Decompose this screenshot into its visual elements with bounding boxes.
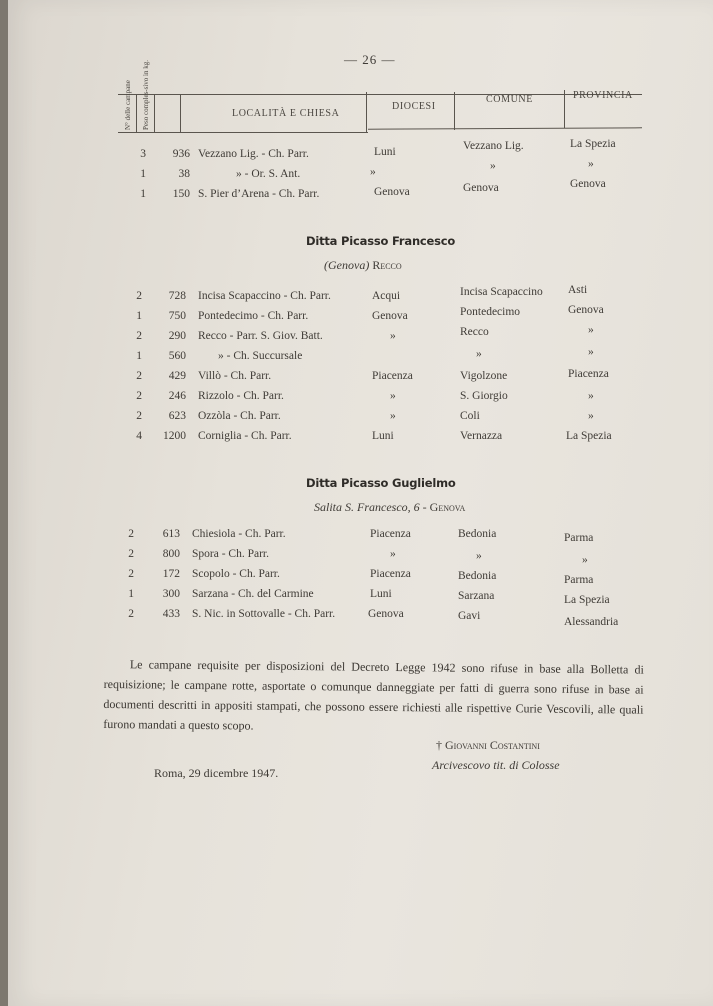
table-cell: 728 bbox=[168, 290, 186, 302]
table-cell: 2 bbox=[128, 608, 134, 620]
table-row bbox=[8, 178, 713, 208]
table-cell: » bbox=[588, 410, 594, 422]
table-row bbox=[8, 430, 713, 450]
table-cell: Scopolo - Ch. Parr. bbox=[192, 568, 280, 580]
table-cell: 1 bbox=[136, 310, 142, 322]
table-cell: Bedonia bbox=[458, 570, 497, 582]
table-cell: Asti bbox=[568, 284, 588, 296]
table-cell: 613 bbox=[162, 528, 180, 540]
cell-peso: 150 bbox=[172, 188, 190, 200]
table-cell: » - Ch. Succursale bbox=[218, 350, 303, 362]
section1-city: (Genova) bbox=[324, 258, 370, 272]
section1-location bbox=[324, 258, 402, 273]
table-cell: Pontedecimo - Ch. Parr. bbox=[198, 310, 309, 322]
table-row bbox=[8, 568, 713, 588]
table-cell: Gavi bbox=[458, 610, 481, 622]
table-cell: Sarzana - Ch. del Carmine bbox=[192, 588, 314, 600]
section2-place: Genova bbox=[429, 500, 466, 514]
table-cell: 300 bbox=[162, 588, 180, 600]
table-cell: » bbox=[476, 348, 482, 360]
page-number: — 26 — bbox=[344, 52, 396, 67]
table-cell: Ozzòla - Ch. Parr. bbox=[198, 410, 281, 422]
table-cell: Piacenza bbox=[568, 368, 609, 380]
cell-provincia: » bbox=[588, 158, 594, 170]
table-cell: 2 bbox=[128, 568, 134, 580]
table-cell: La Spezia bbox=[566, 430, 612, 442]
cell-comune: Genova bbox=[463, 182, 499, 194]
table-cell: 290 bbox=[168, 330, 186, 342]
table-cell: S. Nic. in Sottovalle - Ch. Parr. bbox=[192, 608, 336, 620]
col-header-comune: COMUNE bbox=[486, 94, 533, 105]
table-cell: » bbox=[476, 550, 482, 562]
cell-localita: » - Or. S. Ant. bbox=[236, 168, 301, 180]
table-cell: Corniglia - Ch. Parr. bbox=[198, 430, 292, 442]
table-cell: 1 bbox=[136, 350, 142, 362]
table-cell: 4 bbox=[136, 430, 142, 442]
table-cell: » bbox=[390, 390, 396, 402]
table-cell: » bbox=[588, 390, 594, 402]
table-cell: Villò - Ch. Parr. bbox=[198, 370, 272, 382]
table-cell: Genova bbox=[368, 608, 404, 620]
table-row bbox=[8, 158, 713, 188]
table-row bbox=[8, 370, 713, 390]
section2-location bbox=[314, 500, 465, 515]
table-row bbox=[8, 138, 713, 168]
table-cell: 1200 bbox=[163, 430, 186, 442]
table-cell: 560 bbox=[168, 350, 186, 362]
table-row bbox=[8, 390, 713, 410]
table-cell: 2 bbox=[128, 528, 134, 540]
table-cell: 2 bbox=[136, 390, 142, 402]
table-cell: Genova bbox=[372, 310, 408, 322]
section1-title: Ditta Picasso Francesco bbox=[306, 234, 456, 248]
table-cell: Luni bbox=[372, 430, 394, 442]
table-cell: 172 bbox=[162, 568, 180, 580]
table-cell: Vernazza bbox=[460, 430, 503, 442]
cell-comune: Vezzano Lig. bbox=[463, 140, 524, 152]
table-cell: Genova bbox=[568, 304, 604, 316]
table-row bbox=[8, 324, 713, 350]
table-cell: S. Giorgio bbox=[460, 390, 508, 402]
cell-campane: 1 bbox=[140, 168, 146, 180]
table-row bbox=[8, 284, 713, 310]
section1-place: Recco bbox=[372, 258, 402, 272]
table-cell: 429 bbox=[168, 370, 186, 382]
table-cell: 1 bbox=[128, 588, 134, 600]
cell-peso: 936 bbox=[172, 148, 190, 160]
table-cell: 2 bbox=[136, 290, 142, 302]
table-cell: 623 bbox=[168, 410, 186, 422]
table-cell: Piacenza bbox=[370, 568, 411, 580]
table-cell: » bbox=[390, 330, 396, 342]
table-cell: 800 bbox=[162, 548, 180, 560]
cell-diocesi: Genova bbox=[374, 186, 410, 198]
table-cell: 750 bbox=[168, 310, 186, 322]
place-date: Roma, 29 dicembre 1947. bbox=[154, 766, 279, 780]
table-cell: Vigolzone bbox=[460, 370, 508, 382]
col-header-peso: Peso comples-sivo in kg. bbox=[142, 60, 150, 130]
table-cell: 246 bbox=[168, 390, 186, 402]
table-cell: Coli bbox=[460, 410, 480, 422]
table-cell: Parma bbox=[564, 532, 594, 544]
table-cell: » bbox=[588, 346, 594, 358]
table-cell: 2 bbox=[128, 548, 134, 560]
cell-provincia: La Spezia bbox=[570, 138, 616, 150]
col-header-provincia: PROVINCIA bbox=[573, 90, 633, 101]
table-cell: Pontedecimo bbox=[460, 306, 521, 318]
table-cell: Recco bbox=[460, 326, 489, 338]
table-cell: » bbox=[390, 548, 396, 560]
cell-diocesi: Luni bbox=[374, 146, 396, 158]
table-row bbox=[8, 528, 713, 548]
table-cell: 433 bbox=[162, 608, 180, 620]
section2-title: Ditta Picasso Guglielmo bbox=[306, 476, 456, 490]
cell-diocesi: » bbox=[370, 166, 376, 178]
section2-address: Salita S. Francesco, 6 - bbox=[314, 500, 427, 514]
col-header-campane: N° delle campane bbox=[124, 80, 132, 130]
closing-paragraph: Le campane requisite per disposizioni del Decreto Legge 1942 sono rifuse in base alla Bolletta di requisizione; le campane rotte, asportate o comunque danneggiate per fatti di guerra sono rifuse in base ai documenti descritti in appositi stampati, che possono essere richiesti alle rispettive Curie Vescovili, alle quali furono mandati a questo scopo. bbox=[103, 657, 644, 733]
cell-peso: 38 bbox=[178, 168, 190, 180]
table-row bbox=[8, 346, 713, 370]
cell-campane: 1 bbox=[140, 188, 146, 200]
cell-localita: S. Pier d’Arena - Ch. Parr. bbox=[198, 188, 320, 200]
table-cell: Bedonia bbox=[458, 528, 497, 540]
table-row bbox=[8, 608, 713, 628]
table-cell: Piacenza bbox=[370, 528, 411, 540]
table-cell: Piacenza bbox=[372, 370, 413, 382]
col-header-diocesi: DIOCESI bbox=[392, 101, 436, 112]
signature-name: † Giovanni Costantini bbox=[436, 738, 540, 752]
table-cell: Sarzana bbox=[458, 590, 495, 602]
table-cell: » bbox=[588, 324, 594, 336]
table-cell: Incisa Scapaccino bbox=[460, 286, 543, 298]
table-cell: 2 bbox=[136, 410, 142, 422]
table-cell: Chiesiola - Ch. Parr. bbox=[192, 528, 286, 540]
cell-campane: 3 bbox=[140, 148, 146, 160]
table-cell: Parma bbox=[564, 574, 594, 586]
table-cell: » bbox=[582, 554, 588, 566]
document-page bbox=[8, 0, 713, 1006]
table-cell: Incisa Scapaccino - Ch. Parr. bbox=[198, 290, 331, 302]
table-cell: 2 bbox=[136, 330, 142, 342]
table-cell: Alessandria bbox=[564, 616, 619, 628]
table-row bbox=[8, 410, 713, 430]
cell-provincia: Genova bbox=[570, 178, 606, 190]
table-cell: Recco - Parr. S. Giov. Batt. bbox=[198, 330, 323, 342]
table-cell: Acqui bbox=[372, 290, 401, 302]
table-cell: La Spezia bbox=[564, 594, 610, 606]
table-cell: Rizzolo - Ch. Parr. bbox=[198, 390, 284, 402]
cell-comune: » bbox=[490, 160, 496, 172]
col-header-localita: LOCALITÀ E CHIESA bbox=[232, 108, 340, 119]
table-cell: 2 bbox=[136, 370, 142, 382]
signature-title: Arcivescovo tit. di Colosse bbox=[432, 758, 560, 772]
table-row bbox=[8, 304, 713, 330]
table-cell: » bbox=[390, 410, 396, 422]
table-row bbox=[8, 548, 713, 568]
cell-localita: Vezzano Lig. - Ch. Parr. bbox=[198, 148, 309, 160]
table-row bbox=[8, 588, 713, 608]
table-cell: Spora - Ch. Parr. bbox=[192, 548, 269, 560]
table-cell: Luni bbox=[370, 588, 392, 600]
